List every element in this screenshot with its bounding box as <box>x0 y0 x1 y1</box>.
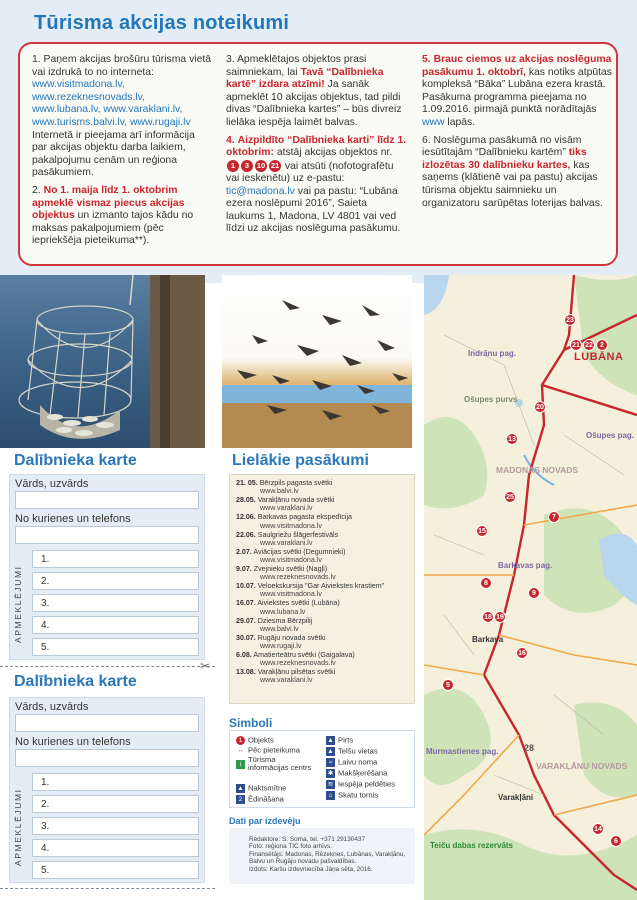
event-date: 12.06. <box>236 513 256 522</box>
event-site[interactable]: www.balvi.lv <box>260 624 299 633</box>
rule-2-highlight: No 1. maija līdz 1. oktobrim apmeklē vismaz piecus akcijas objektus <box>32 184 185 222</box>
rule-5-number: 5. <box>422 54 431 65</box>
card-2-title: Dalībnieka karte <box>14 673 137 690</box>
rule-6-text-b: kas saņems (klātienē vai pa pastu) akcijas tūrisma objektu saimnieku un organizatoru sarūpētas loterijas balvas. <box>422 159 603 209</box>
legend-label: Objekts <box>248 735 274 745</box>
event-name: Varakļānu novada svētki <box>257 496 335 505</box>
map-pin[interactable]: 7 <box>548 511 560 523</box>
card-1-name-label: Vārds, uzvārds <box>15 478 89 490</box>
event-item <box>236 479 408 495</box>
rule-4-text-c: vai pa pastu: “Lubāna ezera noslēpumi 2016”, Saieta laukums 1, Madona, LV 4801 vai ved līdzi uz akcijas noslēguma pasākumu. <box>226 185 401 235</box>
publisher-info <box>229 828 415 884</box>
map-pin[interactable]: 16 <box>516 647 528 659</box>
event-name: Varakļānu pilsētas svētki <box>257 668 336 677</box>
map-pin[interactable]: 5 <box>442 679 454 691</box>
events-list <box>229 474 415 704</box>
rules-column-1 <box>32 54 212 253</box>
card-2-phone-field[interactable] <box>15 749 199 767</box>
legend-naktsmitne <box>236 784 286 793</box>
link-lubana-varaklani[interactable]: www.lubana.lv, www.varaklani.lv, <box>32 104 183 116</box>
card-1-name-field[interactable] <box>15 491 199 509</box>
legend-pirts <box>326 736 353 745</box>
event-name: Dziesma Bērzpilij <box>257 616 313 625</box>
card-2-visit-4-field[interactable]: 4. <box>32 839 199 857</box>
legend-edinasana <box>236 795 284 804</box>
event-name: Barkavas pagasta ekspedīcija <box>257 513 352 522</box>
rule-5-highlight: Brauc ciemos uz akcijas noslēguma pasākumu 1. oktobrī, <box>422 54 612 78</box>
legend-label: Skatu tornis <box>338 790 379 800</box>
event-site[interactable]: www.rezeknesnovads.lv <box>260 659 336 668</box>
event-item <box>236 496 408 512</box>
object-number-badge: 10 <box>256 160 266 170</box>
map-place: Barkava <box>472 635 504 644</box>
map-pin[interactable]: 2 <box>596 339 608 351</box>
map-pin[interactable]: 6 <box>610 835 622 847</box>
rule-3-highlight: Tavā “Dalībnieka kartē” izdara atzīmi! <box>226 66 384 91</box>
publisher-line: Balvu un Rugāju novadu pašvaldības. <box>249 858 357 866</box>
legend-label: Makšķerēšana <box>338 768 388 778</box>
map-reserve-label: Teiču dabas rezervāts <box>430 841 514 850</box>
map-pin[interactable]: 20 <box>534 401 546 413</box>
rule-item-5 <box>422 54 612 130</box>
link-balvi-rugaji[interactable]: www.turisms.balvi.lv, www.rugaji.lv <box>32 116 191 128</box>
card-1-visit-2-field[interactable]: 2. <box>32 572 199 590</box>
legend-label: Tūrisma informācijas centrs <box>248 755 312 772</box>
legend-objekts <box>236 736 274 745</box>
scissors-icon: ✂ <box>200 659 211 673</box>
map-place: Varakļāni <box>498 793 534 802</box>
legend-pec-pieteikuma <box>236 746 300 755</box>
rule-1-text: 1. Paņem akcijas brošūru tūrisma vietā vai izdrukā to no interneta: <box>32 54 212 78</box>
object-number-badge: 1 <box>227 160 239 172</box>
map-road-number: 28 <box>524 743 535 753</box>
card-2-phone-label: No kurienes un telefons <box>15 736 131 748</box>
symbols-legend <box>229 730 415 808</box>
map-pin[interactable]: 22 <box>583 339 595 351</box>
rules-column-3 <box>422 54 612 215</box>
event-name: Veloekskursija "Gar Aiviekstes krastiem" <box>257 582 385 591</box>
object-number-badge: 21 <box>270 160 280 170</box>
map-pin[interactable]: 25 <box>504 491 516 503</box>
event-date: 22.06. <box>236 530 256 539</box>
rule-3-text: 3. Apmeklētajos objektos prasi saimniekam, lai <box>226 54 367 78</box>
publisher-title: Dati par izdevēju <box>229 816 301 826</box>
geese-photo <box>222 275 412 448</box>
event-item <box>236 651 408 667</box>
event-item <box>236 582 408 598</box>
map-region-label: VARAKĻĀNU NOVADS <box>536 761 628 771</box>
rule-item-6 <box>422 135 612 211</box>
card-1-visit-5-field[interactable]: 5. <box>32 638 199 656</box>
event-item <box>236 668 408 684</box>
symbols-title: Simboli <box>229 716 273 730</box>
map-pin[interactable]: 8 <box>480 577 492 589</box>
card-2-visit-3-field[interactable]: 3. <box>32 817 199 835</box>
legend-label: Telšu vietas <box>338 746 378 756</box>
rule-1-suffix: Internetā ir pieejama arī informācija par akcijas objektu darba laikiem, pakalpojumu cenām un reģiona pasākumiem. <box>32 129 195 179</box>
legend-laivu-noma <box>326 758 377 767</box>
card-2-visit-5-field[interactable]: 5. <box>32 861 199 879</box>
card-1-title: Dalībnieka karte <box>14 452 137 469</box>
event-site[interactable]: www.varaklani.lv <box>260 676 313 685</box>
event-date: 13.08. <box>236 668 256 677</box>
event-name: Aviācijas svētki (Degumnieki) <box>253 547 346 556</box>
rules-section <box>0 0 637 283</box>
map-town-lubana: LUBĀNA <box>574 351 624 363</box>
event-site[interactable]: www.varaklani.lv <box>260 538 313 547</box>
rule-4-text-b: vai atsūti (nofotografētu vai ieskenētu) uz e-pastu: <box>226 160 394 185</box>
rule-6-text: 6. Noslēguma pasākumā no visām iesūtītajām “Dalībnieku kartēm” <box>422 134 582 159</box>
map-label: Ošupes pag. <box>586 431 635 440</box>
link-rezeknesnovads[interactable]: www.rezeknesnovads.lv, <box>32 91 145 103</box>
event-item <box>236 513 408 529</box>
event-site[interactable]: www.visitmadona.lv <box>260 590 322 599</box>
email-link[interactable]: tic@madona.lv <box>226 185 295 197</box>
geese-illustration <box>222 275 412 448</box>
map-bog-label: Ošupes purvs <box>464 395 518 404</box>
map-pin[interactable]: 18 <box>482 611 494 623</box>
rule-5-text-b: lapās. <box>447 116 476 128</box>
event-name: Zvejnieku svētki (Nagļi) <box>253 565 328 574</box>
swimming-icon: ≋ <box>327 781 334 788</box>
rules-box <box>18 42 618 266</box>
event-date: 29.07. <box>236 616 256 625</box>
event-site[interactable]: www.lubana.lv <box>260 607 306 616</box>
publisher-line: Izdots: Karšu izdevniecība Jāņa sēta, 2016. <box>249 865 373 873</box>
card-2-visit-1-field[interactable]: 1. <box>32 773 199 791</box>
event-item <box>236 634 408 650</box>
legend-label: Naktsmītne <box>248 783 287 793</box>
map-pin[interactable]: 21 <box>570 339 582 351</box>
event-name: Bērzpils pagasta svētki <box>259 479 333 487</box>
card-2-name-label: Vārds, uzvārds <box>15 701 89 713</box>
link-visitmadona[interactable]: www.visitmadona.lv, <box>32 79 125 91</box>
card-1-visit-4-field[interactable]: 4. <box>32 616 199 634</box>
legend-skatu-tornis <box>326 791 378 800</box>
card-2-name-field[interactable] <box>15 714 199 732</box>
publisher-line: Finansētājs: Madonas, Rēzeknes, Lubānas, Varakļānu, <box>249 850 406 858</box>
legend-peldeties <box>326 780 395 789</box>
legend-tic <box>236 756 316 772</box>
www-link[interactable]: www <box>422 116 445 128</box>
event-name: Saulgriežu šlāgerfestivāls <box>257 530 339 539</box>
map-pin[interactable]: 13 <box>506 433 518 445</box>
rule-3-text-b: Ja sanāk apmeklēt 10 akcijas objektus, tad pildi divas “Dalībnieka kartes” – būs divreiz lielāka iespēja laimēt balvas. <box>226 79 402 128</box>
event-site[interactable]: www.visitmadona.lv <box>260 521 322 530</box>
event-date: 21. 05. <box>236 479 258 487</box>
fishing-icon: ✱ <box>327 770 334 777</box>
card-2-visit-2-field[interactable]: 2. <box>32 795 199 813</box>
event-item <box>236 599 408 615</box>
rule-item-3 <box>226 54 408 130</box>
participant-card-2 <box>9 697 205 883</box>
rule-4-number: 4. <box>226 134 235 146</box>
event-site[interactable]: www.rezeknesnovads.lv <box>260 573 336 582</box>
map-region-label: MADONAS NOVADS <box>496 465 579 475</box>
card-1-visit-3-field[interactable]: 3. <box>32 594 199 612</box>
card-1-phone-field[interactable] <box>15 526 199 544</box>
map-label: Barkavas pag. <box>498 561 553 570</box>
map-label: Murmastienes pag. <box>426 747 499 756</box>
rule-4-highlight: Aizpildīto “Dalībnieka karti” līdz 1. oktobrim: <box>226 134 407 159</box>
event-name: Rugāju novada svētki <box>257 633 326 642</box>
rules-column-2 <box>226 54 408 241</box>
event-item <box>236 548 408 564</box>
event-item <box>236 565 408 581</box>
map-pin[interactable]: 23 <box>564 314 576 326</box>
event-name: Aiviekstes svētki (Lubāna) <box>257 599 340 608</box>
card-2-visits-label: APMEKLĒJUMI <box>13 788 23 866</box>
legend-label: Laivu noma <box>338 757 378 767</box>
object-number-badge: 3 <box>241 160 253 172</box>
dining-icon: 2 <box>236 795 245 804</box>
fishing-net-illustration <box>0 275 205 448</box>
rule-item-1 <box>32 54 212 180</box>
event-item <box>236 617 408 633</box>
card-1-visits-label: APMEKLĒJUMI <box>13 565 23 643</box>
rule-item-4 <box>226 135 408 237</box>
event-site[interactable]: www.visitmadona.lv <box>260 556 322 565</box>
rule-6-highlight: tiks izlozētas 30 dalībnieku kartes, <box>422 147 587 171</box>
participant-card-1 <box>9 474 205 660</box>
legend-label: Ēdināšana <box>248 794 284 804</box>
card-1-phone-label: No kurienes un telefons <box>15 513 131 525</box>
map-pin[interactable]: 14 <box>592 823 604 835</box>
trail-icon: ↔ <box>237 747 244 754</box>
event-date: 16.07. <box>236 599 256 608</box>
event-date: 30.07. <box>236 633 256 642</box>
rule-2-number: 2. <box>32 184 41 196</box>
card-1-visit-1-field[interactable]: 1. <box>32 550 199 568</box>
legend-label: Pēc pieteikuma <box>248 745 300 755</box>
event-date: 6.08. <box>236 651 252 660</box>
event-date: 10.07. <box>236 582 256 591</box>
legend-telsu-vietas <box>326 747 378 756</box>
map-pin[interactable]: 9 <box>528 587 540 599</box>
map-pin[interactable]: 19 <box>494 611 506 623</box>
publisher-line: Foto: reģiona TIC foto arhīvs. <box>249 843 333 851</box>
legend-makskeresana <box>326 769 387 778</box>
lodging-icon: ▲ <box>237 785 244 792</box>
legend-label: Iespēja peldēties <box>338 779 395 789</box>
tower-icon: ⌂ <box>326 791 335 800</box>
cut-line <box>0 888 215 889</box>
legend-label: Pirts <box>338 735 354 745</box>
event-date: 9.07. <box>236 565 252 574</box>
info-centre-icon: i <box>236 760 245 769</box>
map-pin[interactable]: 15 <box>476 525 488 537</box>
tent-icon: ▲ <box>327 748 334 755</box>
events-title: Lielākie pasākumi <box>232 452 369 469</box>
cut-line <box>0 666 215 667</box>
rule-2-text: un izmanto tajos kādu no maksas pakalpojumiem (pēc iepriekšēja pieteikuma**). <box>32 210 194 247</box>
rule-4-text: atstāj akcijas objektos nr. <box>276 147 393 159</box>
event-date: 28.05. <box>236 496 256 505</box>
fishing-net-photo <box>0 275 205 448</box>
event-site[interactable]: www.balvi.lv <box>260 487 299 496</box>
region-map[interactable] <box>424 275 637 900</box>
boat-icon: ≈ <box>326 758 335 767</box>
event-name: Amatierteātru svētki (Gaigalava) <box>253 651 355 660</box>
event-date: 2.07. <box>236 547 252 556</box>
rule-item-2 <box>32 185 212 248</box>
sauna-icon: ▲ <box>327 737 334 744</box>
rules-title: Tūrisma akcijas noteikumi <box>34 12 290 34</box>
objekts-icon: 1 <box>236 736 245 745</box>
event-item <box>236 531 408 547</box>
rule-5-text: kas notiks atpūtas kompleksā “Bāka” Lubāna ezera krastā. Pasākuma programma pieejama no 1.09.2016. pirmajā punktā norādītajās <box>422 66 612 116</box>
map-label: Indrānu pag. <box>468 349 516 358</box>
event-site[interactable]: www.varaklani.lv <box>260 504 313 513</box>
publisher-line: Redaktore: S. Soma, tel. +371 29130437 <box>249 836 365 843</box>
event-site[interactable]: www.rugaji.lv <box>260 642 302 651</box>
